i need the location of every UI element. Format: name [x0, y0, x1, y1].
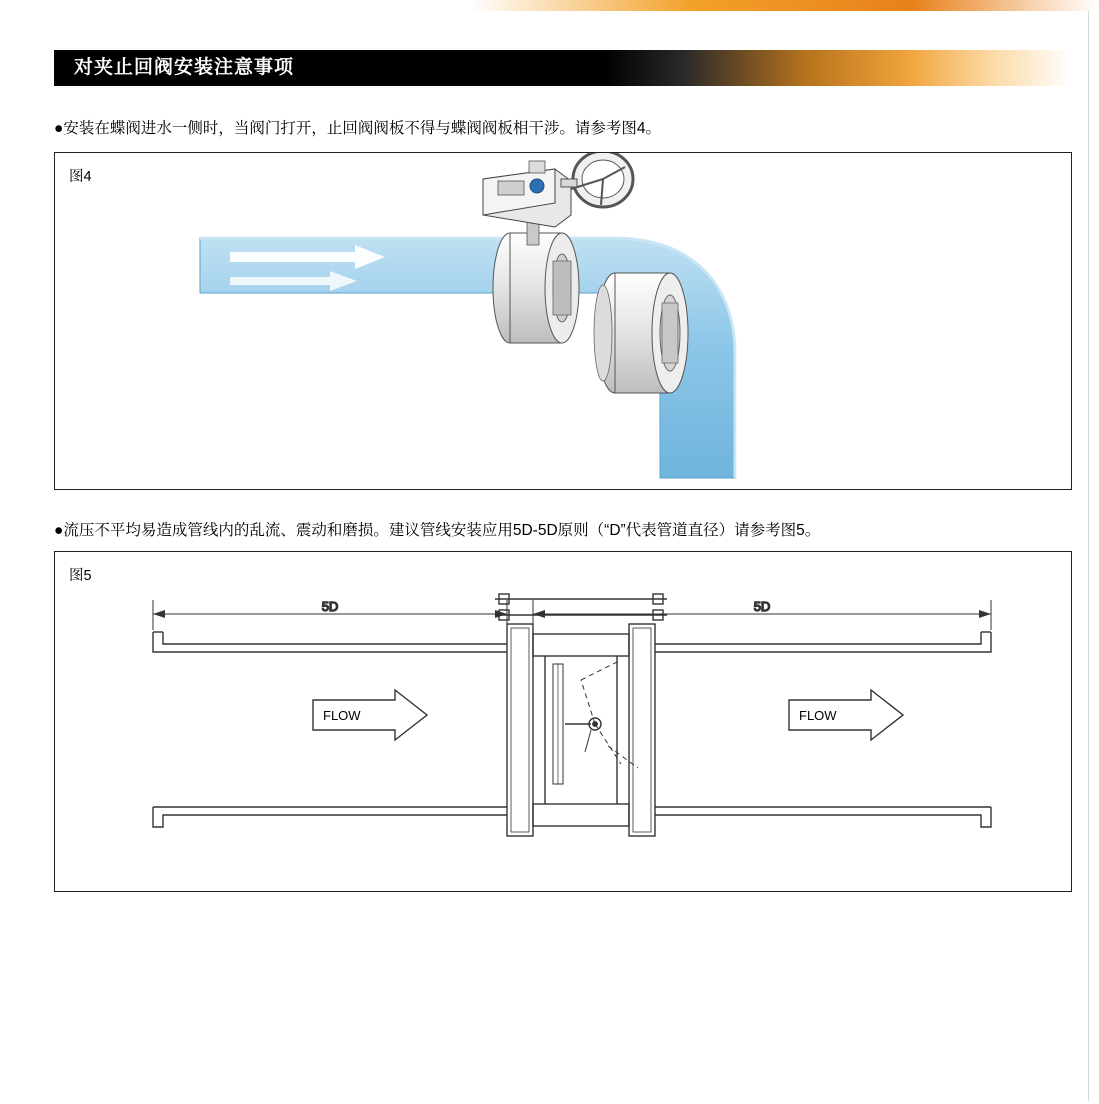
flow-label-left: FLOW [323, 708, 361, 723]
figure-4-box [54, 152, 1072, 490]
figure-4-illustration [55, 153, 1073, 491]
bullet-text-1: ●安装在蝶阀进水一侧时，当阀门打开，止回阀阀板不得与蝶阀阀板相干涉。请参考图4。 [54, 120, 661, 137]
gear-actuator [483, 161, 571, 227]
dimension-left-label: 5D [321, 599, 339, 614]
bullet-text-2: ●流压不平均易造成管线内的乱流、震动和磨损。建议管线安装应用5D-5D原则（“D”代表管道直径）请参考图5。 [54, 522, 821, 539]
section-title-bar [54, 50, 1072, 86]
handwheel-icon [561, 153, 633, 207]
flange-bolts-top [495, 594, 667, 620]
pipe-wall-upper-left [153, 632, 507, 652]
figure-4-caption: 图4 [69, 169, 92, 185]
flange-left [507, 624, 533, 836]
valve-disc-detail [553, 660, 638, 784]
dimension-right-label: 5D [753, 599, 771, 614]
figure-5-box [54, 551, 1072, 892]
page-right-rule [1088, 11, 1089, 1101]
flange-right [629, 624, 655, 836]
check-valve-assembly [594, 273, 688, 393]
figure-5-caption: 图5 [69, 568, 92, 584]
flow-label-right: FLOW [799, 708, 837, 723]
pipe-wall-upper-right [655, 632, 991, 652]
page-title: 对夹止回阀安装注意事项 [74, 57, 295, 78]
top-accent-bar [470, 0, 1099, 11]
pipe-wall-lower-right [655, 807, 991, 827]
pipe-wall-lower-left [153, 807, 507, 827]
figure-5-illustration [55, 552, 1073, 893]
